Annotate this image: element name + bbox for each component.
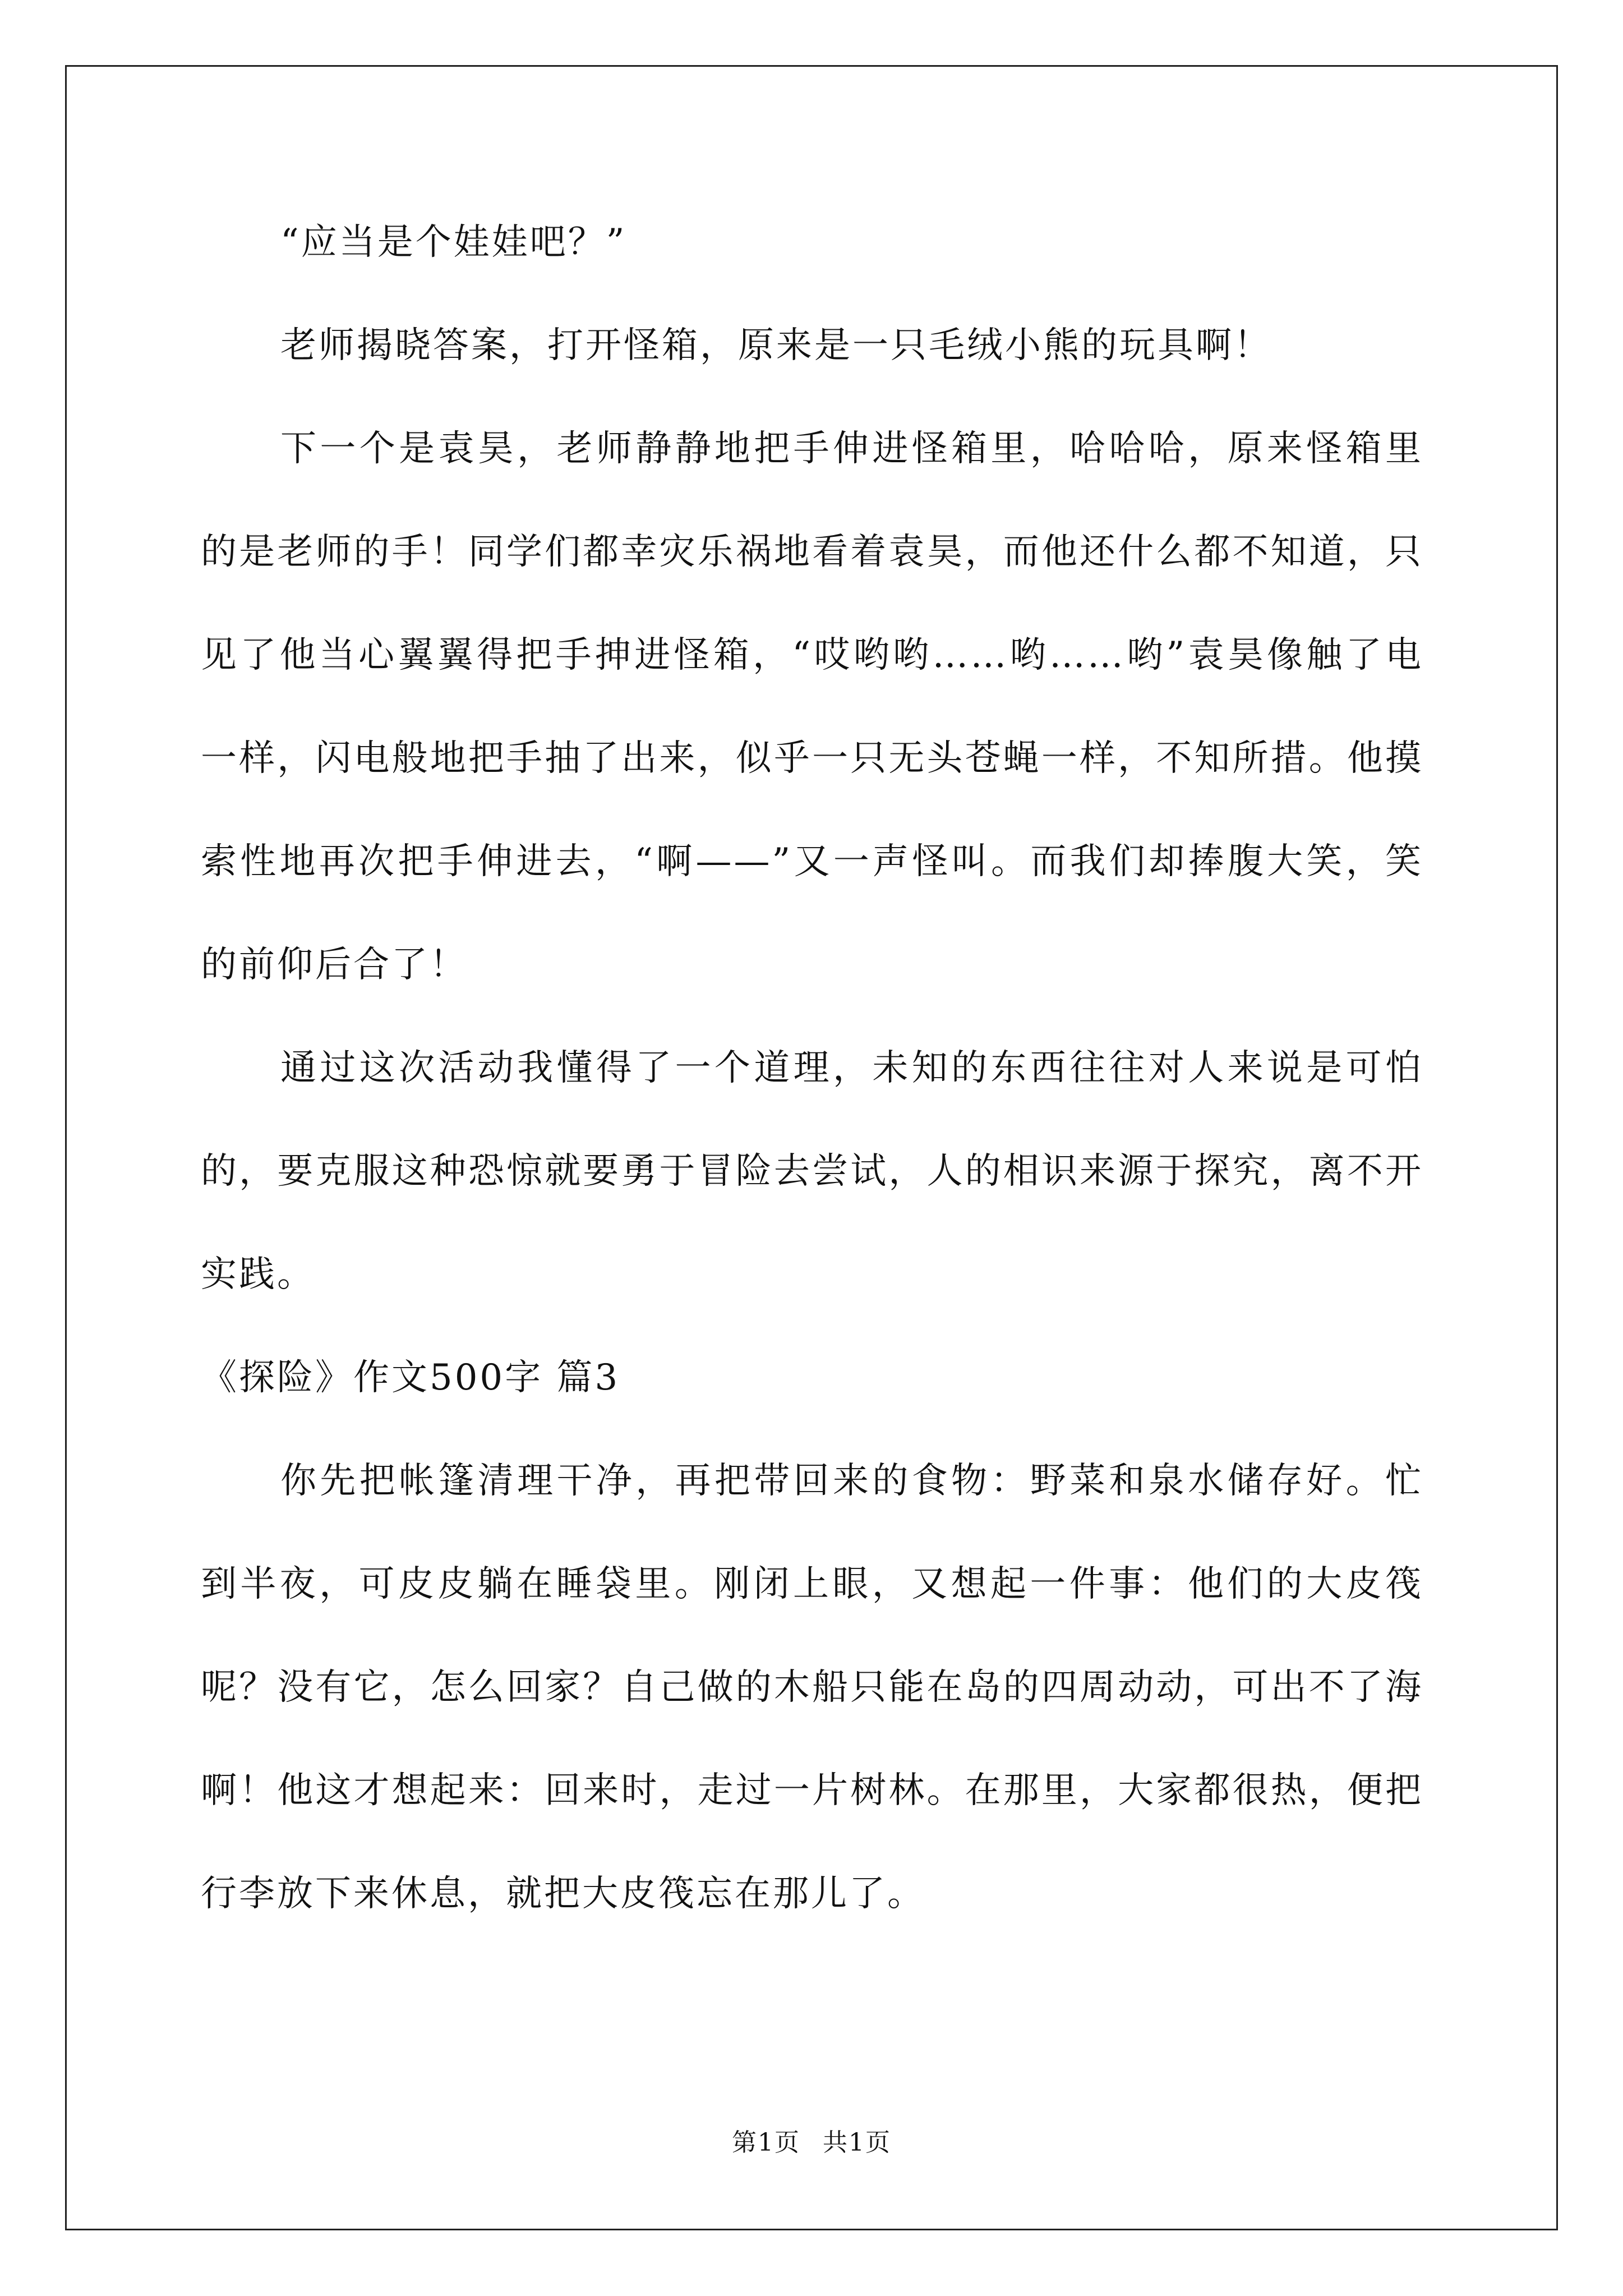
page-footer	[0, 2126, 1623, 2160]
section-heading: 《探险》作文500字 篇3	[201, 1357, 620, 1398]
paragraph: 通过这次活动我懂得了一个道理，未知的东西往往对人来说是可怕的，要克服这种恐惊就要勇于冒险去尝试，人的相识来源于探究，离不开实践。	[201, 1047, 1423, 1295]
document-body	[201, 191, 1423, 1945]
paragraph: 下一个是袁昊，老师静静地把手伸进怪箱里，哈哈哈，原来怪箱里的是老师的手！同学们都幸灾乐祸地看着袁昊，而他还什么都不知道，只见了他当心翼翼得把手抻进怪箱，“哎哟哟……哟……哟”袁昊像触了电一样，闪电般地把手抽了出来，似乎一只无头苍蝇一样，不知所措。他摸索性地再次把手伸进去，“啊——”又一声怪叫。而我们却捧腹大笑，笑的前仰后合了！	[201, 428, 1423, 986]
paragraph: 你先把帐篷清理干净，再把带回来的食物：野菜和泉水储存好。忙到半夜，可皮皮躺在睡袋里。刚闭上眼，又想起一件事：他们的大皮筏呢？没有它，怎么回家？自己做的木船只能在岛的四周动动，可出不了海啊！他这才想起来：回来时，走过一片树林。在那里，大家都很热，便把行李放下来休息，就把大皮筏忘在那儿了。	[201, 1460, 1423, 1915]
paragraph: 老师揭晓答案，打开怪箱，原来是一只毛绒小熊的玩具啊！	[280, 325, 1272, 366]
paragraph: “应当是个娃娃吧？”	[280, 222, 627, 263]
page-number-total: 共1页	[823, 2128, 891, 2157]
page-number-current: 第1页	[732, 2128, 800, 2157]
